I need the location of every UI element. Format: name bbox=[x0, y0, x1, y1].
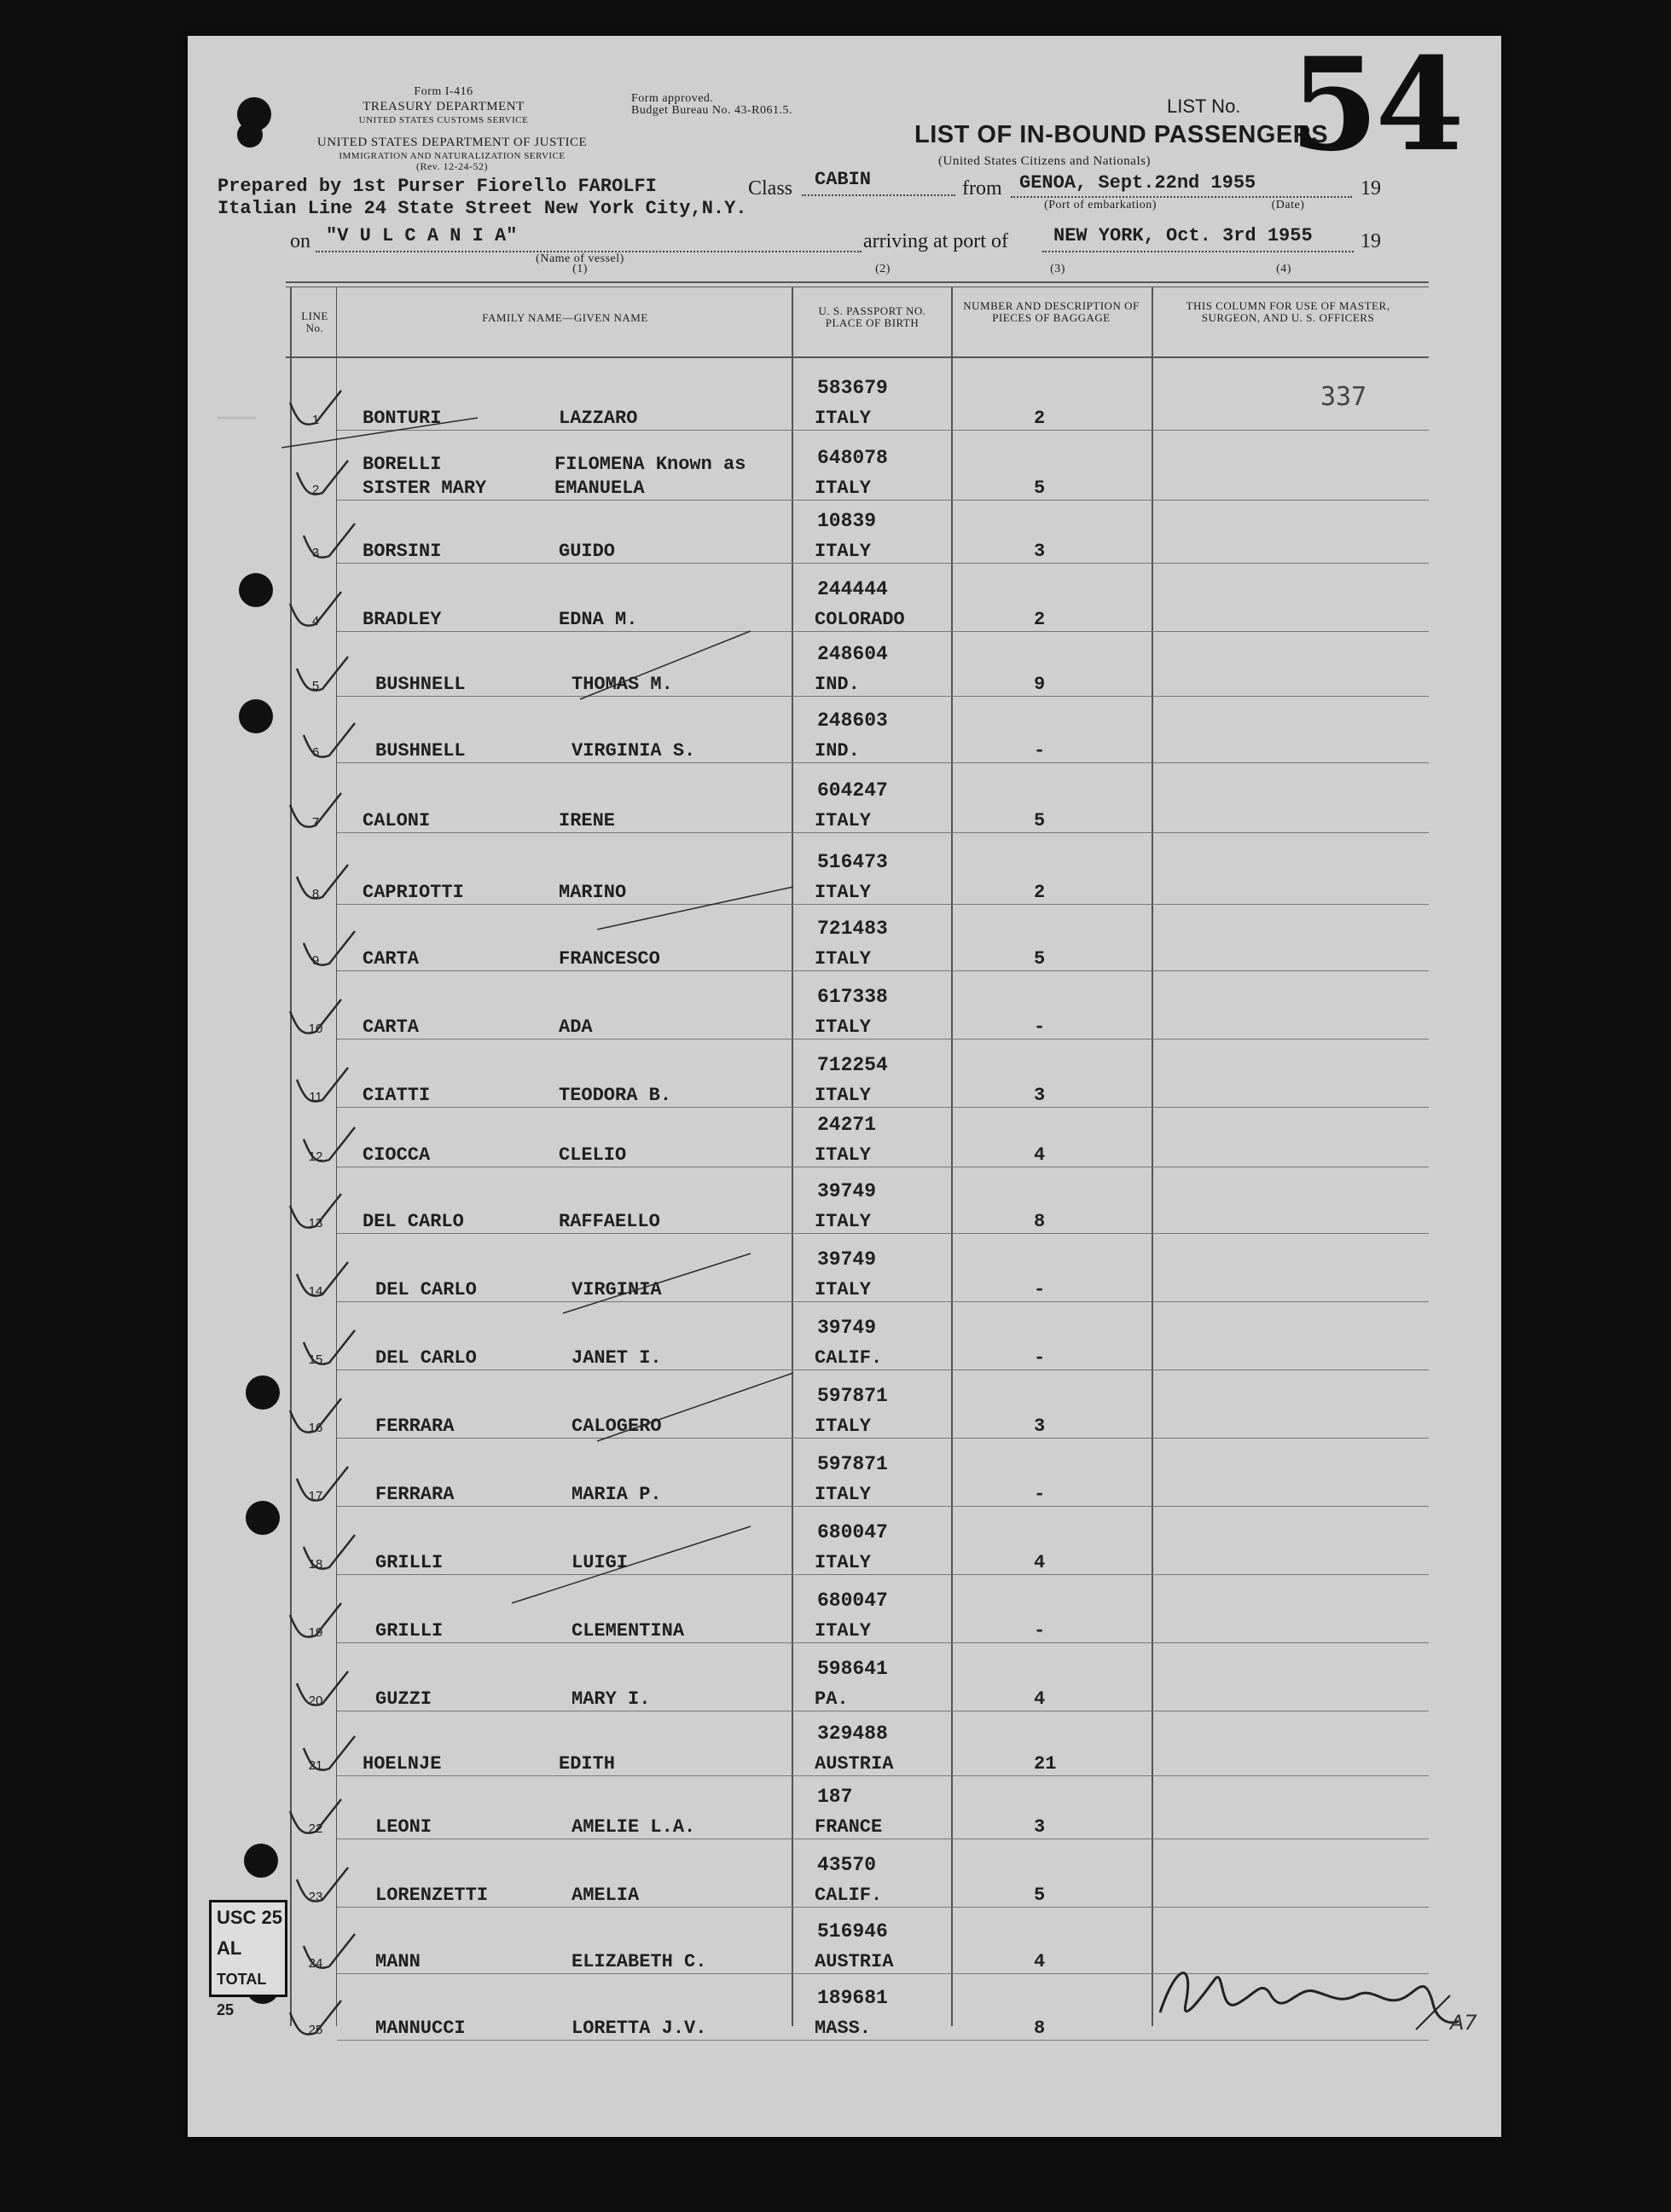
check-mark bbox=[304, 524, 355, 558]
family-name: CIATTI bbox=[363, 1085, 431, 1106]
revision-date: (Rev. 12-24-52) bbox=[415, 160, 489, 172]
line-number: 20 bbox=[308, 1694, 323, 1708]
given-name: TEODORA B. bbox=[559, 1085, 672, 1106]
given-name: AMELIE L.A. bbox=[572, 1816, 696, 1838]
baggage-count: - bbox=[1034, 1620, 1046, 1642]
passport-number: 43570 bbox=[817, 1854, 877, 1876]
annotation-stroke bbox=[563, 1254, 751, 1313]
family-name: CALONI bbox=[363, 810, 431, 831]
col-number-4: (4) bbox=[1276, 263, 1291, 275]
baggage-count: 3 bbox=[1034, 1816, 1046, 1838]
family-name: LORENZETTI bbox=[375, 1885, 489, 1906]
check-mark bbox=[290, 2001, 341, 2035]
family-name: MANN bbox=[375, 1951, 421, 1972]
baggage-count: 2 bbox=[1034, 882, 1046, 903]
line-number: 4 bbox=[311, 614, 320, 628]
place-of-birth: ITALY bbox=[815, 1016, 872, 1038]
given-name: MARIA P. bbox=[572, 1484, 662, 1505]
check-mark bbox=[297, 460, 348, 495]
family-name: BRADLEY bbox=[363, 609, 442, 630]
class-label: Class bbox=[748, 177, 793, 200]
passport-number: 597871 bbox=[817, 1453, 888, 1475]
given-name-alias: EMANUELA bbox=[554, 478, 645, 499]
line-number: 9 bbox=[311, 953, 320, 968]
baggage-count: 8 bbox=[1034, 1211, 1046, 1232]
family-name: GRILLI bbox=[375, 1620, 444, 1642]
passport-number: 598641 bbox=[817, 1658, 888, 1680]
check-mark bbox=[290, 793, 341, 827]
place-of-birth: FRANCE bbox=[815, 1816, 883, 1838]
form-approved: Form approved. bbox=[631, 92, 714, 105]
given-name: CALOGERO bbox=[572, 1416, 662, 1437]
form-title: LIST OF IN-BOUND PASSENGERS bbox=[914, 121, 1329, 148]
stamp-line-3: TOTAL 25 bbox=[217, 1971, 266, 2018]
passport-number: 516946 bbox=[817, 1920, 888, 1943]
customs-service: UNITED STATES CUSTOMS SERVICE bbox=[358, 115, 529, 125]
baggage-count: - bbox=[1034, 740, 1046, 761]
annotation-stroke bbox=[512, 1526, 751, 1603]
line-number: 19 bbox=[308, 1625, 323, 1640]
baggage-count: - bbox=[1034, 1016, 1046, 1038]
given-name: RAFFAELLO bbox=[559, 1211, 660, 1232]
place-of-birth: ITALY bbox=[815, 1552, 872, 1573]
family-name-alias: SISTER MARY bbox=[363, 478, 487, 499]
list-number-label: LIST No. bbox=[1167, 96, 1241, 117]
baggage-count: 4 bbox=[1034, 1951, 1046, 1972]
family-name: BUSHNELL bbox=[375, 740, 466, 761]
line-number: 23 bbox=[308, 1890, 323, 1904]
check-mark bbox=[304, 1330, 355, 1364]
place-of-birth: ITALY bbox=[815, 1085, 872, 1106]
given-name: ADA bbox=[559, 1016, 593, 1038]
line-number: 3 bbox=[311, 546, 320, 560]
given-name: MARINO bbox=[559, 882, 627, 903]
check-mark bbox=[304, 1535, 355, 1569]
signature-note: A7 bbox=[1450, 2011, 1477, 2035]
family-name: DEL CARLO bbox=[375, 1347, 477, 1369]
place-of-birth: ITALY bbox=[815, 1416, 872, 1437]
line-number: 5 bbox=[311, 679, 320, 693]
baggage-count: - bbox=[1034, 1347, 1046, 1369]
baggage-count: 9 bbox=[1034, 674, 1046, 695]
vessel-caption: (Name of vessel) bbox=[536, 252, 624, 265]
place-of-birth: ITALY bbox=[815, 408, 872, 429]
officer-signature bbox=[1143, 1944, 1501, 2047]
check-mark bbox=[297, 657, 348, 691]
family-name: GRILLI bbox=[375, 1552, 444, 1573]
line-number: 15 bbox=[308, 1352, 323, 1367]
place-of-birth: AUSTRIA bbox=[815, 1753, 894, 1775]
family-name: CARTA bbox=[363, 948, 420, 970]
baggage-count: 5 bbox=[1034, 810, 1046, 831]
check-mark bbox=[297, 1467, 348, 1501]
check-mark bbox=[297, 1068, 348, 1102]
place-of-birth: IND. bbox=[815, 740, 860, 761]
baggage-count: 5 bbox=[1034, 948, 1046, 970]
place-of-birth: ITALY bbox=[815, 1211, 872, 1232]
baggage-count: - bbox=[1034, 1484, 1046, 1505]
line-number: 25 bbox=[308, 2023, 323, 2037]
family-name: BUSHNELL bbox=[375, 674, 466, 695]
annotation-stroke bbox=[597, 887, 793, 929]
passport-number: 648078 bbox=[817, 447, 888, 469]
baggage-count: 3 bbox=[1034, 1416, 1046, 1437]
place-of-birth: AUSTRIA bbox=[815, 1951, 894, 1972]
check-mark bbox=[304, 1736, 355, 1770]
family-name: CARTA bbox=[363, 1016, 420, 1038]
place-of-birth: PA. bbox=[815, 1688, 849, 1710]
place-of-birth: ITALY bbox=[815, 1620, 872, 1642]
line-number: 24 bbox=[308, 1956, 323, 1971]
given-name: IRENE bbox=[559, 810, 616, 831]
col-header-baggage: NUMBER AND DESCRIPTION OF PIECES OF BAGGAGE bbox=[963, 299, 1140, 324]
line-number: 7 bbox=[311, 815, 320, 830]
usc-stamp bbox=[209, 1900, 287, 2018]
given-name: FRANCESCO bbox=[559, 948, 660, 970]
passport-number: 617338 bbox=[817, 986, 888, 1008]
form-number: Form I-416 bbox=[414, 85, 473, 98]
family-name: MANNUCCI bbox=[375, 2018, 466, 2039]
given-name: JANET I. bbox=[572, 1347, 662, 1369]
place-of-birth: ITALY bbox=[815, 810, 872, 831]
passport-number: 329488 bbox=[817, 1723, 888, 1745]
given-name: FILOMENA Known as bbox=[554, 454, 746, 475]
line-number: 21 bbox=[308, 1758, 323, 1773]
check-mark bbox=[297, 1262, 348, 1296]
family-name: FERRARA bbox=[375, 1416, 455, 1437]
line-number: 18 bbox=[308, 1557, 323, 1572]
col-number-3: (3) bbox=[1050, 263, 1065, 275]
check-mark bbox=[304, 931, 355, 965]
from-label: from bbox=[962, 177, 1002, 200]
family-name: BORSINI bbox=[363, 541, 442, 562]
col-header-passport: U. S. PASSPORT NO. PLACE OF BIRTH bbox=[818, 304, 926, 329]
family-name: CAPRIOTTI bbox=[363, 882, 464, 903]
line-number: 14 bbox=[308, 1284, 323, 1299]
prepared-by: Prepared by 1st Purser Fiorello FAROLFI bbox=[218, 176, 657, 197]
passport-number: 597871 bbox=[817, 1385, 888, 1407]
ins-service: IMMIGRATION AND NATURALIZATION SERVICE bbox=[339, 151, 566, 161]
place-of-birth: CALIF. bbox=[815, 1347, 883, 1369]
family-name: DEL CARLO bbox=[363, 1211, 464, 1232]
place-of-birth: ITALY bbox=[815, 541, 872, 562]
passport-number: 39749 bbox=[817, 1180, 877, 1202]
check-mark bbox=[297, 1867, 348, 1902]
baggage-count: - bbox=[1034, 1279, 1046, 1300]
place-of-birth: ITALY bbox=[815, 948, 872, 970]
check-mark bbox=[304, 1127, 355, 1161]
line-number: 17 bbox=[308, 1489, 323, 1503]
family-name: GUZZI bbox=[375, 1688, 432, 1710]
year-suffix: 19 bbox=[1361, 177, 1381, 200]
passport-number: 187 bbox=[817, 1786, 853, 1808]
given-name: VIRGINIA S. bbox=[572, 740, 696, 761]
check-mark bbox=[290, 1799, 341, 1833]
family-name: HOELNJE bbox=[363, 1753, 442, 1775]
passport-number: 24271 bbox=[817, 1114, 877, 1136]
given-name: EDITH bbox=[559, 1753, 616, 1775]
year-suffix-2: 19 bbox=[1361, 230, 1381, 252]
col-number-1: (1) bbox=[572, 263, 588, 275]
budget-bureau: Budget Bureau No. 43-R061.5. bbox=[631, 104, 792, 117]
family-name: BORELLI bbox=[363, 454, 442, 475]
passport-number: 244444 bbox=[817, 578, 888, 600]
given-name: LUIGI bbox=[572, 1552, 629, 1573]
passport-number: 39749 bbox=[817, 1317, 877, 1339]
place-of-birth: IND. bbox=[815, 674, 860, 695]
given-name: ELIZABETH C. bbox=[572, 1951, 707, 1972]
check-mark bbox=[290, 1194, 341, 1228]
passport-number: 39749 bbox=[817, 1248, 877, 1271]
given-name: GUIDO bbox=[559, 541, 616, 562]
given-name: VIRGINIA bbox=[572, 1279, 662, 1300]
check-mark bbox=[290, 1603, 341, 1637]
line-number: 22 bbox=[308, 1821, 323, 1836]
passport-number: 516473 bbox=[817, 851, 888, 873]
stamp-line-2: AL bbox=[217, 1937, 242, 1959]
check-mark bbox=[290, 1398, 341, 1433]
col-header-officers: THIS COLUMN FOR USE OF MASTER, SURGEON, AND U. S. OFFICERS bbox=[1186, 299, 1390, 324]
baggage-count: 2 bbox=[1034, 609, 1046, 630]
baggage-count: 2 bbox=[1034, 408, 1046, 429]
passport-number: 583679 bbox=[817, 377, 888, 399]
baggage-count: 5 bbox=[1034, 478, 1046, 499]
check-mark bbox=[290, 391, 341, 425]
place-of-birth: ITALY bbox=[815, 1144, 872, 1166]
baggage-count: 5 bbox=[1034, 1885, 1046, 1906]
check-mark bbox=[297, 865, 348, 899]
annotation-stroke bbox=[580, 631, 751, 699]
department-name: TREASURY DEPARTMENT bbox=[363, 100, 525, 113]
stamp-line-1: USC 25 bbox=[217, 1907, 283, 1928]
baggage-count: 3 bbox=[1034, 1085, 1046, 1106]
given-name: LORETTA J.V. bbox=[572, 2018, 707, 2039]
passport-number: 712254 bbox=[817, 1054, 888, 1076]
given-name: AMELIA bbox=[572, 1885, 640, 1906]
baggage-count: 4 bbox=[1034, 1144, 1046, 1166]
vessel-name: "V U L C A N I A" bbox=[326, 225, 518, 246]
place-of-birth: ITALY bbox=[815, 1279, 872, 1300]
given-name: CLEMENTINA bbox=[572, 1620, 685, 1642]
place-of-birth: CALIF. bbox=[815, 1885, 883, 1906]
check-mark bbox=[297, 1671, 348, 1705]
line-address: Italian Line 24 State Street New York City,N.Y. bbox=[218, 198, 747, 219]
place-of-birth: ITALY bbox=[815, 478, 872, 499]
family-name: FERRARA bbox=[375, 1484, 455, 1505]
line-number: 6 bbox=[311, 745, 320, 760]
embarkation-caption: (Port of embarkation) bbox=[1044, 199, 1157, 211]
baggage-count: 8 bbox=[1034, 2018, 1046, 2039]
passport-number: 680047 bbox=[817, 1521, 888, 1543]
passport-number: 189681 bbox=[817, 1987, 888, 2009]
line-number: 1 bbox=[311, 413, 320, 427]
given-name: EDNA M. bbox=[559, 609, 638, 630]
on-label: on bbox=[290, 230, 310, 252]
arriving-value: NEW YORK, Oct. 3rd 1955 bbox=[1053, 225, 1313, 246]
family-name: BONTURI bbox=[363, 408, 442, 429]
line-number: 2 bbox=[311, 483, 320, 497]
line-number: 12 bbox=[308, 1149, 323, 1164]
passport-number: 604247 bbox=[817, 779, 888, 802]
passport-number: 248604 bbox=[817, 643, 888, 665]
given-name: THOMAS M. bbox=[572, 674, 673, 695]
line-number: 8 bbox=[311, 887, 320, 901]
check-mark bbox=[304, 723, 355, 757]
given-name: MARY I. bbox=[572, 1688, 651, 1710]
annotation-stroke bbox=[281, 418, 478, 448]
check-mark bbox=[290, 999, 341, 1034]
line-number: 10 bbox=[308, 1022, 323, 1036]
passport-number: 248603 bbox=[817, 709, 888, 732]
check-mark bbox=[290, 592, 341, 626]
check-mark bbox=[304, 1934, 355, 1968]
from-value: GENOA, Sept.22nd 1955 bbox=[1019, 172, 1256, 194]
passport-number: 721483 bbox=[817, 918, 888, 940]
form-subtitle: (United States Citizens and Nationals) bbox=[938, 154, 1151, 168]
place-of-birth: ITALY bbox=[815, 1484, 872, 1505]
baggage-count: 21 bbox=[1034, 1753, 1057, 1775]
given-name: LAZZARO bbox=[559, 408, 638, 429]
col-number-2: (2) bbox=[875, 263, 891, 275]
list-number: 54 bbox=[1290, 30, 1461, 180]
line-number: 13 bbox=[308, 1216, 323, 1230]
place-of-birth: ITALY bbox=[815, 882, 872, 903]
col-header-line: LINE No. bbox=[301, 310, 328, 334]
family-name: CIOCCA bbox=[363, 1144, 431, 1166]
date-caption: (Date) bbox=[1271, 199, 1305, 211]
passport-number: 10839 bbox=[817, 510, 877, 532]
justice-department: UNITED STATES DEPARTMENT OF JUSTICE bbox=[316, 136, 588, 149]
baggage-count: 4 bbox=[1034, 1552, 1046, 1573]
place-of-birth: COLORADO bbox=[815, 609, 905, 630]
arriving-label: arriving at port of bbox=[863, 230, 1008, 252]
passport-number: 680047 bbox=[817, 1590, 888, 1612]
class-value: CABIN bbox=[815, 169, 872, 190]
family-name: DEL CARLO bbox=[375, 1279, 477, 1300]
baggage-count: 4 bbox=[1034, 1688, 1046, 1710]
baggage-count: 3 bbox=[1034, 541, 1046, 562]
line-number: 11 bbox=[309, 1090, 322, 1104]
given-name: CLELIO bbox=[559, 1144, 627, 1166]
col-header-name: FAMILY NAME—GIVEN NAME bbox=[482, 311, 648, 324]
annotation-stroke bbox=[597, 1373, 793, 1441]
line-number: 16 bbox=[308, 1421, 323, 1435]
officer-note: 337 bbox=[1320, 382, 1367, 412]
family-name: LEONI bbox=[375, 1816, 432, 1838]
place-of-birth: MASS. bbox=[815, 2018, 872, 2039]
